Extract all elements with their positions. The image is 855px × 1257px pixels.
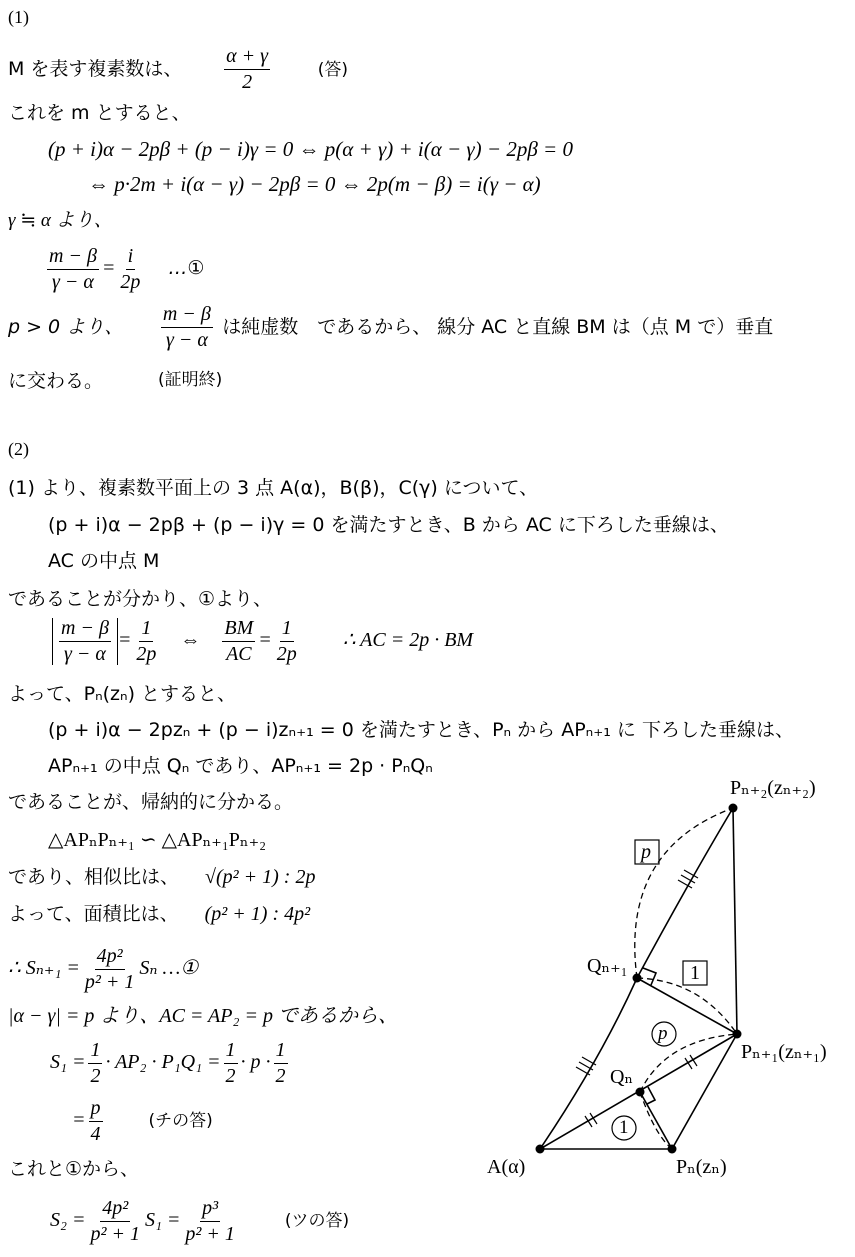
similarity-ratio-line: であり、相似比は、 √(p² + 1) : 2p [8, 866, 316, 888]
part2-line-14: |α − γ| = p より、AC = AP₂ = p であるから、 [8, 1005, 398, 1027]
right-angle-qn [647, 1087, 655, 1104]
label-pn: Pₙ(zₙ) [676, 1156, 727, 1178]
tick-marks [576, 870, 698, 1127]
segment-pn2-pn1 [733, 808, 737, 1034]
part2-line-17: これと①から、 [8, 1158, 140, 1180]
boxed-1-label: 1 [690, 962, 700, 984]
label-pn1: Pₙ₊₁(zₙ₊₁) [741, 1041, 827, 1063]
answer-tsu-tag: (ツの答) [284, 1211, 350, 1232]
part2-line-7: (p + i)α − 2pzₙ + (p − i)zₙ₊₁ = 0 を満たすとき、Pₙ から APₙ₊₁ に 下ろした垂線は、 [48, 719, 794, 741]
segment-pn-pn1 [672, 1034, 737, 1149]
part2-line-4: であることが分かり、①より、 [8, 588, 273, 610]
ratio-equation: $\frac{m - \beta}{\gamma - \alpha}$ = $\frac{i}{2p}$ …① [49, 245, 205, 293]
let-line: これを m とすると、 [8, 102, 191, 124]
segment-qn-pn [640, 1092, 672, 1149]
label-qn: Qₙ [610, 1066, 634, 1088]
part2-line-3: AC の中点 M [48, 550, 160, 572]
midpoint-fraction: $\frac{\alpha + \gamma}{2}$ [226, 45, 269, 93]
boxed-p-label: p [641, 841, 651, 863]
part1-heading: (1) [8, 7, 29, 27]
circled-p-label: p [658, 1023, 668, 1044]
area-ratio-line: よって、面積比は、 (p² + 1) : 4p² [8, 903, 311, 925]
recurrence-equation: ∴ Sₙ₊₁ = $\frac{\text{4p²}}{\text{p² + 1}}$ Sₙ …① [8, 945, 199, 993]
part2-line-6: よって、Pₙ(zₙ) とすると、 [8, 683, 237, 705]
circled-1-label: 1 [619, 1117, 629, 1138]
part2-line-8: APₙ₊₁ の中点 Qₙ であり、APₙ₊₁ = 2p · PₙQₙ [48, 755, 433, 777]
conclusion-line: p > 0 より、 $\frac{m - \beta}{\gamma - \alpha}$ は純虚数 であるから、 線分 AC と直線 BM は（点 M で）垂直 [8, 303, 774, 351]
s1-equation: S₁ = $\frac{1}{2}$ · AP₂ · P₁Q₁ = $\frac{1}{2}$ · p · $\frac{1}{2}$ [50, 1039, 286, 1087]
proof-end-tag: (証明終) [158, 370, 223, 390]
diagram-points [536, 804, 742, 1154]
answer-prefix: M を表す複素数は、 [8, 58, 183, 80]
s1-result: = $\frac{p}{4}$ (チの答) [72, 1097, 213, 1145]
label-qn1: Qₙ₊₁ [587, 955, 628, 977]
conclusion-line-2: に交わる。 [8, 370, 104, 392]
part2-line-1: (1) より、複素数平面上の 3 点 A(α)，B(β)，C(γ) について、 [8, 477, 539, 499]
label-a: A(α) [487, 1156, 526, 1178]
segment-qn1-pn1 [637, 978, 737, 1034]
part2-line-2: (p + i)α − 2pβ + (p − i)γ = 0 を満たすとき、B から AC に下ろした垂線は、 [48, 514, 729, 536]
equation-mark-1: …① [168, 257, 205, 280]
answer-tag: (答) [317, 60, 349, 80]
part2-line-9: であることが、帰納的に分かる。 [8, 791, 294, 813]
equation-1: (p + i)α − 2pβ + (p − i)γ = 0 ⇔ p(α + γ) + i(α − γ) − 2pβ = 0 [48, 137, 573, 161]
therefore-ac: ∴ AC = 2p · BM [342, 629, 474, 652]
answer-chi-tag: (チの答) [148, 1111, 213, 1132]
part2-heading: (2) [8, 439, 29, 459]
abs-ratio-equation: $\frac{m - \beta}{\gamma - \alpha}$ = $\frac{1}{2p}$ ⇔ $\frac{BM}{AC}$ = $\frac{1}{2p}$ ∴ AC = 2p · BM [52, 618, 473, 665]
similarity-line: △APₙPₙ₊₁ ∽ △APₙ₊₁Pₙ₊₂ [48, 829, 267, 851]
equation-2: ⇔ p·2m + i(α − γ) − 2pβ = 0 ⇔ 2p(m − β) = i(γ − α) [88, 172, 541, 196]
s2-equation: S₂ = $\frac{\text{4p²}}{\text{p² + 1}}$ S₁ = $\frac{\text{p³}}{\text{p² + 1}}$ (ツの答) [50, 1197, 350, 1245]
condition-line: γ ≒ α より、 [8, 210, 113, 231]
label-pn2: Pₙ₊₂(zₙ₊₂) [730, 777, 816, 799]
